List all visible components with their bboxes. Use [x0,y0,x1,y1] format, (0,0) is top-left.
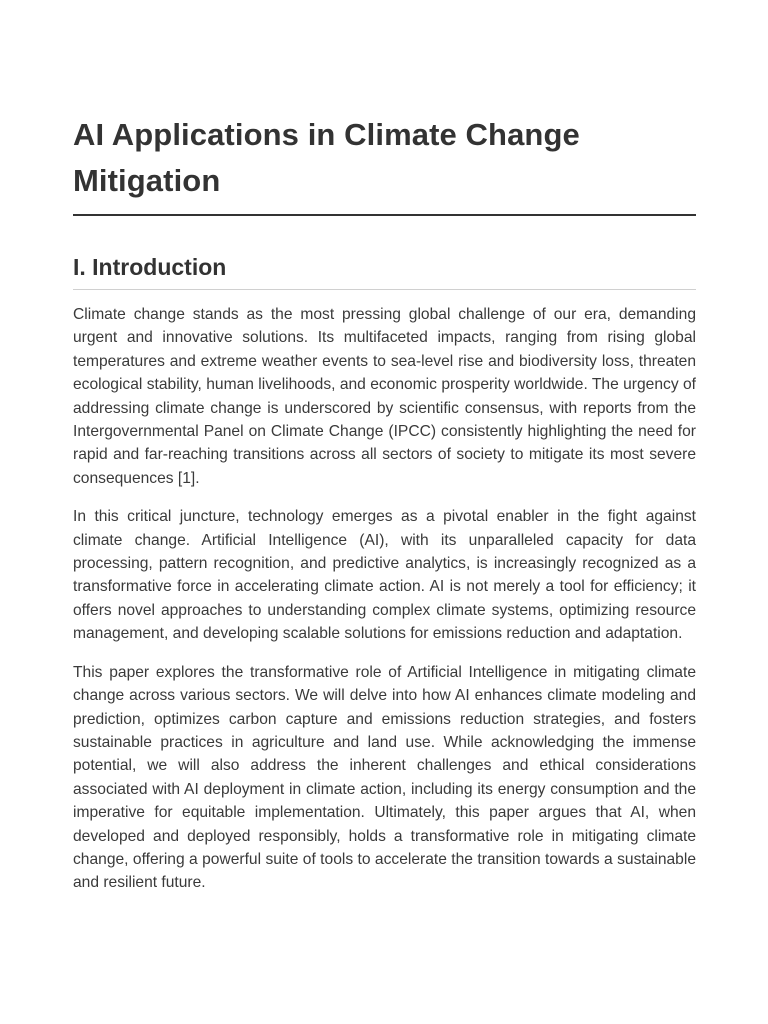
document-title: AI Applications in Climate Change Mitigation [73,117,580,198]
section-heading: I. Introduction [73,254,227,280]
document-page [73,112,696,895]
paragraph: Climate change stands as the most pressing global challenge of our era, demanding urgent and innovative solutions. Its multifaceted impacts, ranging from rising global temperatures and extreme weather events to sea-level rise and biodiversity loss, threaten ecological stability, human livelihoods, and economic prosperity worldwide. The urgency of addressing climate change is underscored by scientific consensus, with reports from the Intergovernmental Panel on Climate Change (IPCC) consistently highlighting the need for rapid and far-reaching transitions across all sectors of society to mitigate its most severe consequences [1]. [73,306,696,487]
section-divider [73,289,696,290]
title-divider [73,214,696,216]
paragraph: In this critical juncture, technology emerges as a pivotal enabler in the fight against climate change. Artificial Intelligence (AI), with its unparalleled capacity for data processing, pattern recognition, and predictive analytics, is increasingly recognized as a transformative force in accelerating climate action. AI is not merely a tool for efficiency; it offers novel approaches to understanding complex climate systems, optimizing resource management, and developing scalable solutions for emissions reduction and adaptation. [73,508,696,643]
introduction-section [73,252,696,895]
paragraph: This paper explores the transformative role of Artificial Intelligence in mitigating climate change across various sectors. We will delve into how AI enhances climate modeling and prediction, optimizes carbon capture and emissions reduction strategies, and fosters sustainable practices in agriculture and land use. While acknowledging the immense potential, we will also address the inherent challenges and ethical considerations associated with AI deployment in climate action, including its energy consumption and the imperative for equitable implementation. Ultimately, this paper argues that AI, when developed and deployed responsibly, holds a transformative role in mitigating climate change, offering a powerful suite of tools to accelerate the transition towards a sustainable and resilient future. [73,663,696,892]
